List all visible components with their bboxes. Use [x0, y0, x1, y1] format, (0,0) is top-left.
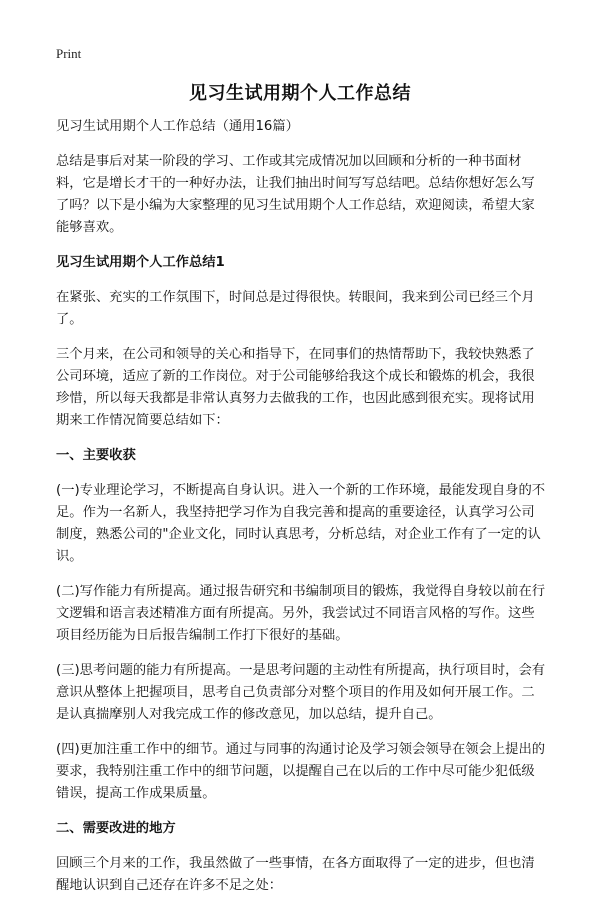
- intro-paragraph: 总结是事后对某一阶段的学习、工作或其完成情况加以回顾和分析的一种书面材料，它是增长才干的一种好办法，让我们抽出时间写写总结吧。总结你想好怎么写了吗？以下是小编为大家整理的见习生试用期个人工作总结，欢迎阅读，希望大家能够喜欢。: [56, 154, 535, 235]
- gain-paragraph-2: (二)写作能力有所提高。通过报告研究和书编制项目的锻炼，我觉得自身较以前在行文逻辑和语言表述精准方面有所提高。另外，我尝试过不同语言风格的写作。这些项目经历能为日后报告编制工作打下很好的基础。: [56, 584, 546, 643]
- section1-heading: 见习生试用期个人工作总结1: [56, 255, 225, 270]
- document-subtitle: 见习生试用期个人工作总结（通用16篇）: [56, 119, 299, 134]
- improve-paragraph-1: 回顾三个月来的工作，我虽然做了一些事情，在各方面取得了一定的进步，但也清醒地认识到自己还存在许多不足之处：: [56, 856, 535, 893]
- gain-paragraph-1: (一)专业理论学习，不断提高自身认识。进入一个新的工作环境，最能发现自身的不足。作为一名新人，我坚持把学习作为自我完善和提高的重要途径，认真学习公司制度，熟悉公司的"企业文化，同时认真思考，分析总结，对企业工作有了一定的认识。: [56, 483, 546, 564]
- paragraph-2: 三个月来，在公司和领导的关心和指导下，在同事们的热情帮助下，我较快熟悉了公司环境，适应了新的工作岗位。对于公司能够给我这个成长和锻炼的机会，我很珍惜，所以每天我都是非常认真努力去做我的工作，也因此感到很充实。现将试用期来工作情况简要总结如下：: [56, 347, 535, 428]
- paragraph-1: 在紧张、充实的工作氛围下，时间总是过得很快。转眼间，我来到公司已经三个月了。: [56, 290, 535, 327]
- document-body: [56, 116, 546, 910]
- gain-paragraph-4: (四)更加注重工作中的细节。通过与同事的沟通讨论及学习领会领导在领会上提出的要求，我特别注重工作中的细节问题，以提醒自己在以后的工作中尽可能少犯低级错误，提高工作成果质量。: [56, 742, 546, 801]
- improve-heading: 二、需要改进的地方: [56, 821, 176, 836]
- gain-paragraph-3: (三)思考问题的能力有所提高。一是思考问题的主动性有所提高，执行项目时，会有意识从整体上把握项目，思考自己负责部分对整个项目的作用及如何开展工作。二是认真揣摩别人对我完成工作的修改意见，加以总结，提升自己。: [56, 663, 546, 722]
- print-label: Print: [56, 46, 82, 61]
- document-title: 见习生试用期个人工作总结: [189, 83, 411, 104]
- gains-heading: 一、主要收获: [56, 448, 136, 463]
